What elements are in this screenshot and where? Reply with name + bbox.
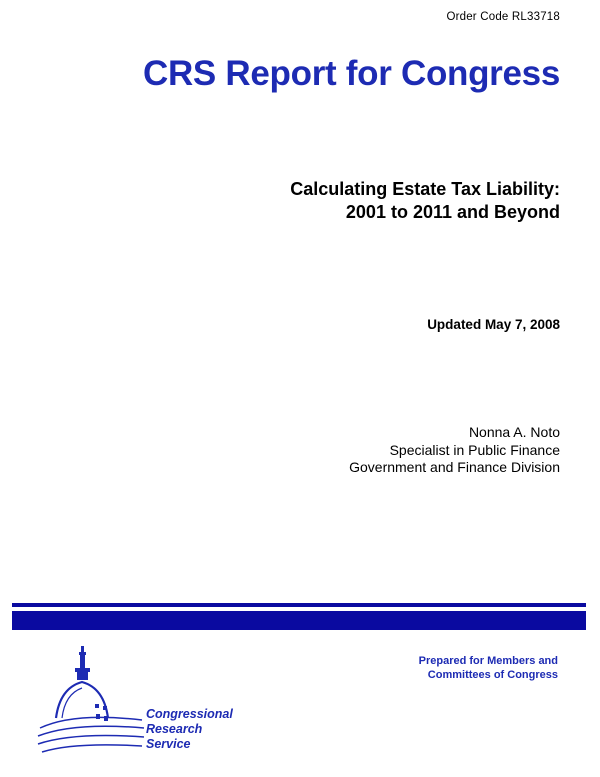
report-title-line-1: Calculating Estate Tax Liability:	[290, 179, 560, 199]
prepared-for-line-2: Committees of Congress	[427, 669, 558, 681]
divider-thin	[12, 603, 586, 607]
author-block	[349, 424, 560, 477]
order-code: Order Code RL33718	[446, 11, 560, 23]
report-header: CRS Report for Congress	[142, 54, 560, 93]
report-title	[290, 178, 560, 224]
capitol-dome-icon	[34, 640, 154, 758]
prepared-for	[419, 654, 558, 682]
updated-date: Updated May 7, 2008	[427, 317, 560, 332]
crs-logo-line-2: Research	[146, 722, 203, 736]
crs-logo-text	[146, 707, 233, 752]
crs-logo-line-1: Congressional	[146, 707, 233, 721]
author-division: Government and Finance Division	[349, 459, 560, 475]
report-title-line-2: 2001 to 2011 and Beyond	[345, 202, 560, 222]
author-role: Specialist in Public Finance	[389, 441, 560, 458]
prepared-for-line-1: Prepared for Members and	[418, 655, 558, 667]
divider-thick	[12, 611, 586, 630]
author-name: Nonna A. Noto	[468, 424, 560, 440]
crs-logo-line-3: Service	[146, 737, 191, 751]
